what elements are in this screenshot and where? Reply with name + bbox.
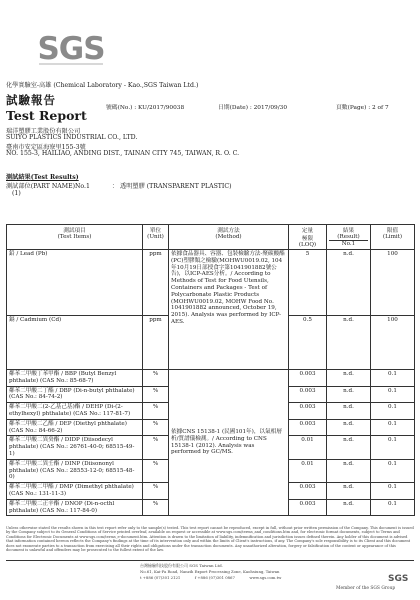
row-unit: % [143, 459, 169, 482]
client-address-en: NO. 155-3, HAILIAO, ANDING DIST., TAINAN CITY 745, TAIWAN, R. O. C. [6, 150, 240, 157]
member-of-sgs-group: Member of the SGS Group [336, 586, 396, 591]
row-result: n.d. [327, 499, 371, 516]
row-item: 鄰苯二甲酸二甲酯 / DMP (Dimethyl phthalate) (CAS No.: 131-11-3) [7, 483, 143, 500]
row-item: 鎘 / Cadmium (Cd) [7, 316, 143, 370]
row-unit: ppm [143, 250, 169, 316]
row-unit: % [143, 386, 169, 403]
row-item: 鄰苯二甲酸二乙酯 / DEP (Diethyl phthalate) (CAS No.: 84-66-2) [7, 419, 143, 436]
row-result: n.d. [327, 316, 371, 370]
row-unit: % [143, 436, 169, 459]
row-item: 鉛 / Lead (Pb) [7, 250, 143, 316]
row-unit: % [143, 483, 169, 500]
footer-disclaimer: Unless otherwise stated the results shown in this test report refer only to the sample(s) tested. This test report cannot be reproduced, except in full, without prior written permission of the Company. This document is issued by the Company subject to its General Conditions of Service printed overleaf, available on request or accessible at www.sgs.com/terms_and_conditions.htm and, for electronic format documents, subject to Terms and Conditions for Electronic Documents at www.sgs.com/terms_e-document.htm. Attention is drawn to the limitation of liability, indemnification and jurisdiction issues defined therein. Any holder of this document is advised that information contained hereon reflects the Company's findings at the time of its intervention only and within the limits of Client's instructions, if any. The Company's sole responsibility is to its Client and this document does not exonerate parties to a transaction from exercising all their rights and obligations under the transaction documents. Any unauthorized alteration, forgery or falsification of the content or appearance of this document is unlawful and offenders may be prosecuted to the fullest extent of the law. [6, 526, 414, 553]
header-limit: 限值 (Limit) [371, 225, 415, 250]
row-limit: 0.1 [371, 403, 415, 420]
lab-line: 化學實驗室-高雄 (Chemical Laboratory - Kao.,SGS Taiwan Ltd.) [6, 82, 199, 89]
row-loq: 0.01 [289, 436, 327, 459]
row-item: 鄰苯二甲酸二丁酯 / DBP (Di-n-butyl phthalate) (CAS No.: 84-74-2) [7, 386, 143, 403]
row-unit: % [143, 419, 169, 436]
results-heading [6, 172, 79, 181]
row-loq: 0.003 [289, 483, 327, 500]
row-result: n.d. [327, 483, 371, 500]
table-row [7, 370, 415, 387]
row-result: n.d. [327, 436, 371, 459]
row-unit: % [143, 370, 169, 387]
row-result: n.d. [327, 370, 371, 387]
results-heading-en: (Test Results) [30, 174, 79, 181]
footer-contact [140, 575, 281, 580]
row-loq: 0.01 [289, 459, 327, 482]
footer-company: 台灣檢驗科技股份有限公司 SGS Taiwan Ltd. [140, 563, 223, 568]
row-unit: % [143, 403, 169, 420]
client-name-en: SUIYO PLASTICS INDUSTRIAL CO., LTD. [6, 134, 138, 141]
row-result: n.d. [327, 250, 371, 316]
header-unit: 單位 (Unit) [143, 225, 169, 250]
title-en: Test Report [6, 108, 87, 123]
method-phthalates: 依據CNS 15138-1 (民國101年)，以氣相層析/質譜儀檢測。/ According to CNS 15138-1 (2012). Analysis was performed by GC/MS. [169, 370, 289, 516]
row-result: n.d. [327, 419, 371, 436]
header-method: 測試方法 (Method) [169, 225, 289, 250]
row-loq: 0.003 [289, 499, 327, 516]
client-address-cjk: 臺南市安定區海寮里155-3號 [6, 144, 86, 151]
row-loq: 0.003 [289, 419, 327, 436]
results-heading-cjk: 測試結果 [6, 174, 31, 181]
title-cjk: 試驗報告 [6, 93, 56, 107]
row-result: n.d. [327, 403, 371, 420]
footer-tel: t +886 (07)301 2121 [140, 575, 181, 580]
sgs-logo [36, 28, 106, 68]
row-loq: 0.003 [289, 403, 327, 420]
client-name-cjk: 瑞洋塑膠工業股份有限公司 [6, 128, 81, 135]
part-name-value: ： 透明塑膠 (TRANSPARENT PLASTIC) [111, 183, 232, 190]
row-limit: 100 [371, 250, 415, 316]
footer-address: No.61, Kai-Fa Road, Nanzih Export Processing Zone, Kaohsiung, Taiwan [140, 569, 280, 574]
row-loq: 0.003 [289, 370, 327, 387]
row-unit: ppm [143, 316, 169, 370]
row-limit: 100 [371, 316, 415, 370]
row-loq: 5 [289, 250, 327, 316]
row-limit: 0.1 [371, 499, 415, 516]
row-item: 鄰苯二甲酸丁苯甲酯 / BBP (Butyl Benzyl phthalate) (CAS No.: 85-68-7) [7, 370, 143, 387]
method-metals: 依據食品器具、容器、包裝檢驗方法-聚碳酸酯(PC)塑膠類之檢驗(MOHWU0019.02, 104年10月19日部授食字第1041901882號公告)，以ICP-AES分析。/ According to Methods of Test for Food Utensils, Containers and Packages - Test of Polycarbonate Plastic Products (MOHWU0019.02, MOHW Food No. 1041901882 announced, October 19, 2015). Analysis was performed by ICP-AES. [169, 250, 289, 370]
footer-divider [6, 560, 414, 561]
table-row [7, 250, 415, 316]
row-limit: 0.1 [371, 483, 415, 500]
row-limit: 0.1 [371, 436, 415, 459]
row-item: 鄰苯二甲酸二異癸酯 / DIDP (Diisodecyl phthalate) (CAS No.: 26761-40-0; 68515-49-1) [7, 436, 143, 459]
row-limit: 0.1 [371, 370, 415, 387]
row-result: n.d. [327, 386, 371, 403]
report-date: 日期(Date) : 2017/09/30 [218, 105, 288, 111]
part-number: (1) [12, 190, 21, 197]
row-loq: 0.5 [289, 316, 327, 370]
footer-website: www.sgs.com.tw [249, 575, 282, 580]
row-limit: 0.1 [371, 459, 415, 482]
row-loq: 0.003 [289, 386, 327, 403]
row-unit: % [143, 499, 169, 516]
row-item: 鄰苯二甲酸二異壬酯 / DINP (Diisononyl phthalate) (CAS No.: 28553-12-0; 68515-48-0) [7, 459, 143, 482]
results-table [6, 224, 415, 516]
row-item: 鄰苯二甲酸二(2-乙基己基)酯 / DEHP (Di-(2-ethylhexyl) phthalate) (CAS No.: 117-81-7) [7, 403, 143, 420]
sgs-logo-text: SGS [37, 31, 105, 67]
row-limit: 0.1 [371, 419, 415, 436]
footer-sgs-mark: SGS [388, 574, 409, 584]
row-limit: 0.1 [371, 386, 415, 403]
footer-fax: f +886 (07)301 0867 [194, 575, 235, 580]
header-loq: 定量 極限 (LOQ) [289, 225, 327, 250]
report-number: 號碼(No.) : KU/2017/90038 [106, 105, 185, 111]
table-header-row [7, 225, 415, 250]
header-test-items: 測試項目 (Test Items) [7, 225, 143, 250]
report-page: 頁數(Page) : 2 of 7 [336, 105, 389, 111]
header-result: 結果 (Result) No.1 [327, 225, 371, 250]
row-result: n.d. [327, 459, 371, 482]
part-name-row [6, 181, 232, 190]
part-name-label: 測試部位(PART NAME)No.1 [6, 183, 90, 190]
row-item: 鄰苯二甲酸二正辛酯 / DNOP (Di-n-octhl phthalate) (CAS No.: 117-84-0) [7, 499, 143, 516]
